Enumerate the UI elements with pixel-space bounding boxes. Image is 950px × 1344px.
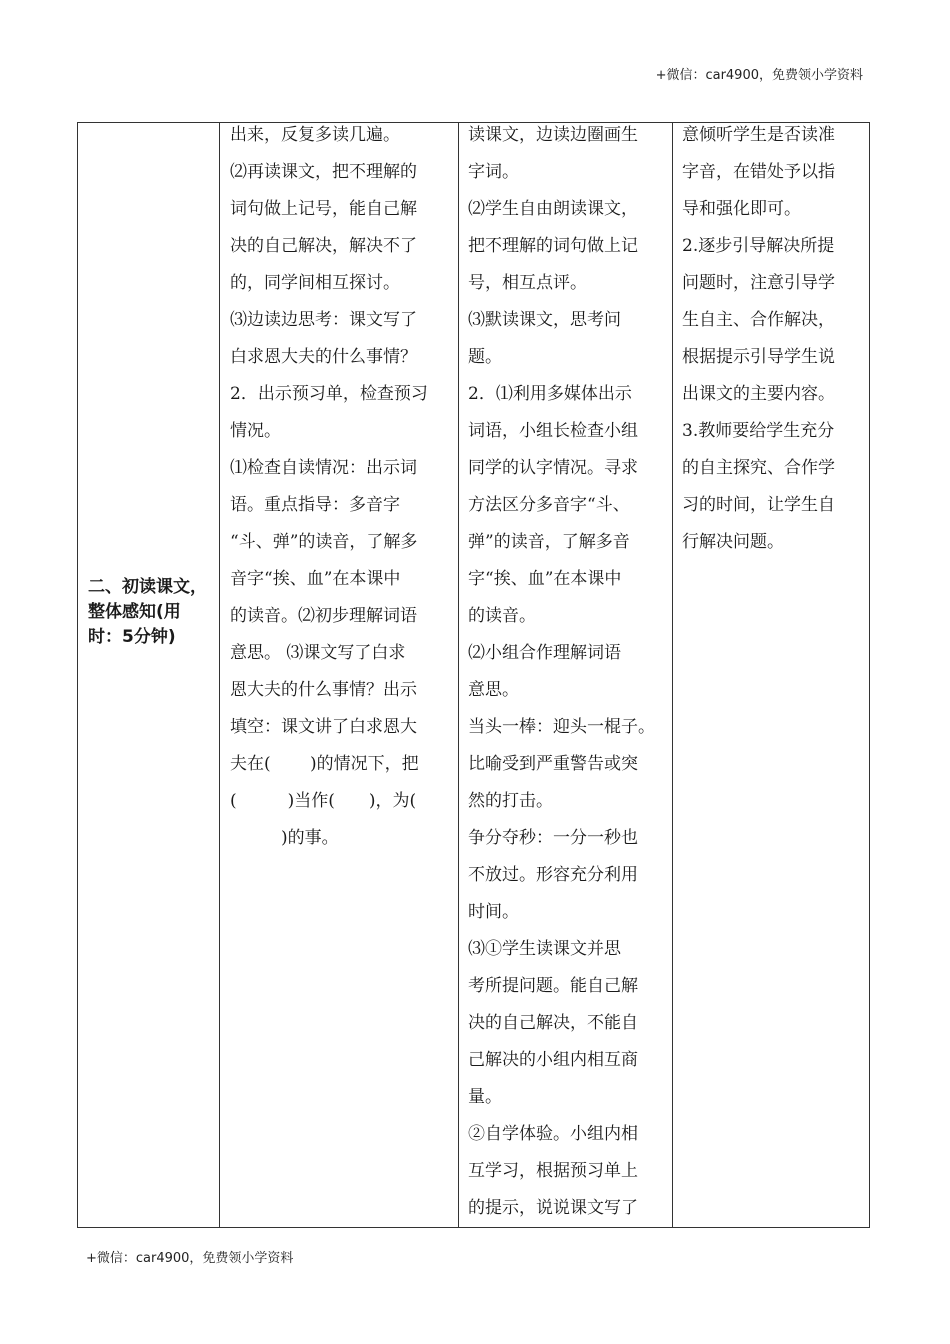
text-line: 决的自己解决，解决不了: [230, 236, 417, 256]
text-line: 当头一棒：迎头一棍子。: [468, 717, 655, 737]
text-line: 的读音。: [468, 606, 536, 626]
text-line: ⑶默读课文，思考问: [468, 310, 621, 330]
design-intent-text: [673, 117, 869, 561]
text-line: 导和强化即可。: [682, 199, 801, 219]
student-activity-text: [459, 117, 672, 1227]
text-line: 根据提示引导学生说: [682, 347, 835, 367]
text-line: 字词。: [468, 162, 519, 182]
text-line: 号，相互点评。: [468, 273, 587, 293]
text-line: ⑴检查自读情况：出示词: [230, 458, 417, 478]
text-line: 把不理解的词句做上记: [468, 236, 638, 256]
design-intent-cell: [673, 123, 870, 1228]
text-line: 时间。: [468, 902, 519, 922]
text-line: 恩大夫的什么事情？出示: [230, 680, 417, 700]
text-line: 夫在( )的情况下，把: [230, 754, 419, 774]
text-line: 的，同学间相互探讨。: [230, 273, 400, 293]
text-line: 互学习，根据预习单上: [468, 1161, 638, 1181]
text-line: 2.逐步引导解决所提: [682, 236, 835, 256]
text-line: 2．⑴利用多媒体出示: [468, 384, 632, 404]
text-line: 情况。: [230, 421, 281, 441]
text-line: ( )当作( )，为(: [230, 791, 417, 811]
text-line: 意倾听学生是否读准: [682, 125, 835, 145]
text-line: 然的打击。: [468, 791, 553, 811]
text-line: ⑵再读课文，把不理解的: [230, 162, 417, 182]
text-line: 词句做上记号，能自己解: [230, 199, 417, 219]
text-line: 比喻受到严重警告或突: [468, 754, 638, 774]
table-row: [78, 123, 870, 1228]
text-line: ⑶边读边思考：课文写了: [230, 310, 417, 330]
text-line: 词语，小组长检查小组: [468, 421, 638, 441]
teacher-activity-cell: [220, 123, 459, 1228]
text-line: 己解决的小组内相互商: [468, 1050, 638, 1070]
text-line: 的读音。⑵初步理解词语: [230, 606, 417, 626]
stage-title: 二、初读课文，整体感知(用时：5分钟): [88, 577, 207, 647]
text-line: ⑵小组合作理解词语: [468, 643, 621, 663]
text-line: 3.教师要给学生充分: [682, 421, 835, 441]
text-line: 量。: [468, 1087, 502, 1107]
text-line: 字“挨、血”在本课中: [468, 569, 622, 589]
text-line: 生自主、合作解决，: [682, 310, 835, 330]
header-watermark-note: +微信：car4900，免费领小学资料: [655, 68, 863, 83]
stage-cell: [78, 123, 220, 1228]
text-line: 的自主探究、合作学: [682, 458, 835, 478]
text-line: 音字“挨、血”在本课中: [230, 569, 401, 589]
lesson-plan-table: [77, 122, 870, 1228]
text-line: 出来，反复多读几遍。: [230, 125, 400, 145]
text-line: 争分夺秒：一分一秒也: [468, 828, 638, 848]
text-line: 意思。 ⑶课文写了白求: [230, 643, 406, 663]
student-activity-cell: [459, 123, 673, 1228]
text-line: 行解决问题。: [682, 532, 784, 552]
text-line: 语。重点指导：多音字: [230, 495, 400, 515]
text-line: 不放过。形容充分利用: [468, 865, 638, 885]
text-line: 决的自己解决，不能自: [468, 1013, 638, 1033]
text-line: 出课文的主要内容。: [682, 384, 835, 404]
text-line: 考所提问题。能自己解: [468, 976, 638, 996]
text-line: “斗、弹”的读音，了解多: [230, 532, 418, 552]
text-line: 弹”的读音，了解多音: [468, 532, 630, 552]
text-line: ②自学体验。小组内相: [468, 1124, 638, 1144]
text-line: 题。: [468, 347, 502, 367]
footer-watermark-note: +微信：car4900，免费领小学资料: [86, 1251, 294, 1266]
text-line: ⑵学生自由朗读课文，: [468, 199, 638, 219]
text-line: 字音，在错处予以指: [682, 162, 835, 182]
text-line: 习的时间，让学生自: [682, 495, 835, 515]
text-line: 方法区分多音字“斗、: [468, 495, 630, 515]
text-line: 2．出示预习单，检查预习: [230, 384, 428, 404]
text-line: 填空：课文讲了白求恩大: [230, 717, 417, 737]
teacher-activity-text: [220, 117, 458, 857]
text-line: ⑶①学生读课文并思: [468, 939, 621, 959]
text-line: 读课文，边读边圈画生: [468, 125, 638, 145]
text-line: 问题时，注意引导学: [682, 273, 835, 293]
text-line: 的提示，说说课文写了: [468, 1198, 638, 1218]
text-line: 同学的认字情况。寻求: [468, 458, 638, 478]
text-line: )的事。: [230, 828, 339, 848]
text-line: 白求恩大夫的什么事情？: [230, 347, 417, 367]
text-line: 意思。: [468, 680, 519, 700]
